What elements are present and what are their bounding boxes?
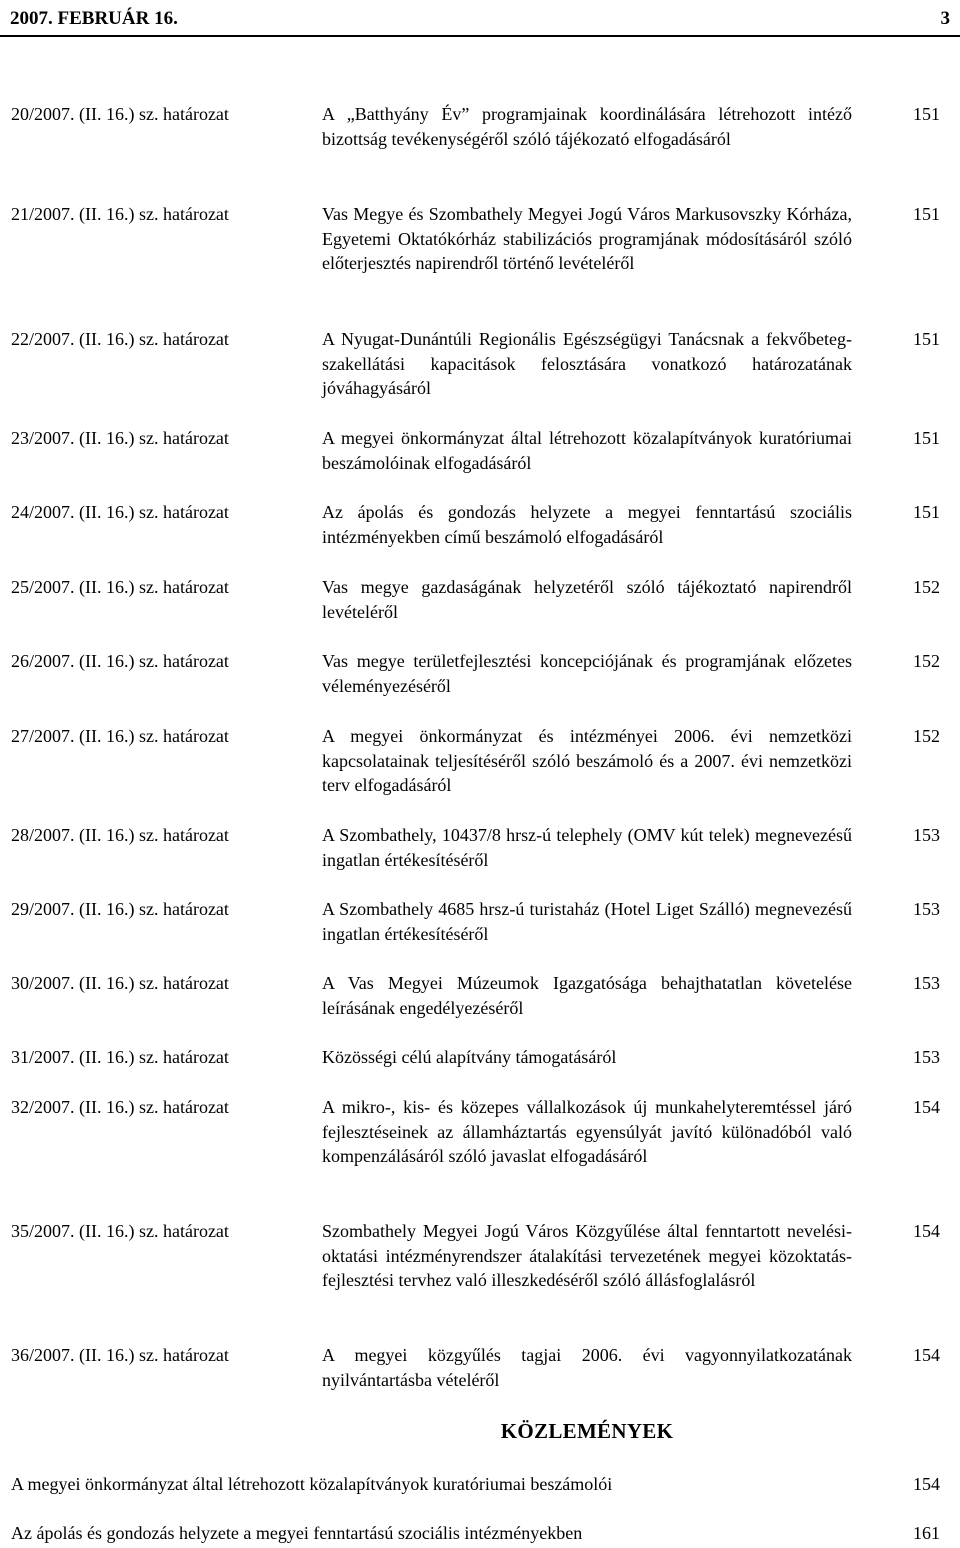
announcement-title: Az ápolás és gondozás helyzete a megyei fenntartású szociális intézményekben [11,1523,583,1543]
resolution-title: Vas Megye és Szombathely Megyei Jogú Város Markusovszky Kórháza, Egyetemi Oktatókórház stabilizációs programjának módosításáról szóló előterjesztés napirendről történő levételéről [322,204,852,273]
resolution-ref: 32/2007. (II. 16.) sz. határozat [11,1097,229,1117]
resolution-ref: 28/2007. (II. 16.) sz. határozat [11,825,229,845]
resolution-title: A Nyugat-Dunántúli Regionális Egészségügyi Tanácsnak a fekvőbeteg-szakellátási kapacitások felosztására vonatkozó határozatának jóváhagyásáról [322,329,852,398]
page-header [0,0,960,37]
resolution-page: 153 [913,973,940,993]
resolution-title: Vas megye területfejlesztési koncepciójának és programjának előzetes véleményezéséről [322,651,852,696]
header-page-number: 3 [940,8,950,29]
resolution-title: A mikro-, kis- és közepes vállalkozások új munkahelyteremtéssel járó fejlesztéseinek az államháztartás egyensúlyát javító különadóból való kompenzálásáról szóló javaslat elfogadásáról [322,1097,852,1166]
resolution-title: Az ápolás és gondozás helyzete a megyei fenntartású szociális intézményekben című beszámoló elfogadásáról [322,502,852,547]
resolution-page: 151 [913,204,940,224]
resolution-ref: 36/2007. (II. 16.) sz. határozat [11,1345,229,1365]
resolution-title: Szombathely Megyei Jogú Város Közgyűlése által fenntartott nevelési-oktatási intézményrendszer átalakítási tervezetének megyei közoktatás-fejlesztési tervhez való illeszkedéséről szóló állásfoglalásról [322,1221,852,1290]
resolution-title: A megyei közgyűlés tagjai 2006. évi vagyonnyilatkozatának nyilvántartásba vételéről [322,1345,852,1390]
resolution-page: 152 [913,651,940,671]
resolution-ref: 23/2007. (II. 16.) sz. határozat [11,428,229,448]
resolution-page: 153 [913,899,940,919]
resolution-page: 153 [913,825,940,845]
resolution-page: 151 [913,502,940,522]
resolution-title: Vas megye gazdaságának helyzetéről szóló tájékoztató napirendről levételéről [322,577,852,622]
resolution-title: A Szombathely 4685 hrsz-ú turistaház (Hotel Liget Szálló) megnevezésű ingatlan értékesítéséről [322,899,852,944]
resolution-title: A Szombathely, 10437/8 hrsz-ú telephely (OMV kút telek) megnevezésű ingatlan értékesítéséről [322,825,852,870]
resolution-title: A megyei önkormányzat által létrehozott közalapítványok kuratóriumai beszámolóinak elfogadásáról [322,428,852,473]
resolution-page: 154 [913,1097,940,1117]
resolution-ref: 29/2007. (II. 16.) sz. határozat [11,899,229,919]
resolution-page: 152 [913,726,940,746]
resolution-title: A megyei önkormányzat és intézményei 2006. évi nemzetközi kapcsolatainak teljesítéséről szóló beszámoló és a 2007. évi nemzetközi terv elfogadásáról [322,726,852,795]
resolution-page: 152 [913,577,940,597]
resolution-ref: 35/2007. (II. 16.) sz. határozat [11,1221,229,1241]
resolution-ref: 31/2007. (II. 16.) sz. határozat [11,1047,229,1067]
resolution-title: A „Batthyány Év” programjainak koordinálására létrehozott intéző bizottság tevékenységéről szóló tájékozató elfogadásáról [322,104,852,149]
resolution-ref: 24/2007. (II. 16.) sz. határozat [11,502,229,522]
announcement-page: 154 [913,1474,940,1494]
header-date: 2007. FEBRUÁR 16. [10,8,178,29]
resolution-title: Közösségi célú alapítvány támogatásáról [322,1047,617,1067]
announcement-page: 161 [913,1523,940,1543]
resolution-ref: 22/2007. (II. 16.) sz. határozat [11,329,229,349]
resolution-page: 154 [913,1221,940,1241]
resolution-page: 151 [913,329,940,349]
resolution-page: 153 [913,1047,940,1067]
resolution-ref: 20/2007. (II. 16.) sz. határozat [11,104,229,124]
resolution-title: A Vas Megyei Múzeumok Igazgatósága behajthatatlan követelése leírásának engedélyezéséről [322,973,852,1018]
resolution-page: 151 [913,104,940,124]
resolution-ref: 21/2007. (II. 16.) sz. határozat [11,204,229,224]
resolution-page: 154 [913,1345,940,1365]
resolution-page: 151 [913,428,940,448]
announcements-heading: KÖZLEMÉNYEK [500,1419,674,1443]
resolution-ref: 26/2007. (II. 16.) sz. határozat [11,651,229,671]
resolution-ref: 25/2007. (II. 16.) sz. határozat [11,577,229,597]
resolution-ref: 30/2007. (II. 16.) sz. határozat [11,973,229,993]
resolution-ref: 27/2007. (II. 16.) sz. határozat [11,726,229,746]
announcement-title: A megyei önkormányzat által létrehozott közalapítványok kuratóriumai beszámolói [11,1474,613,1494]
